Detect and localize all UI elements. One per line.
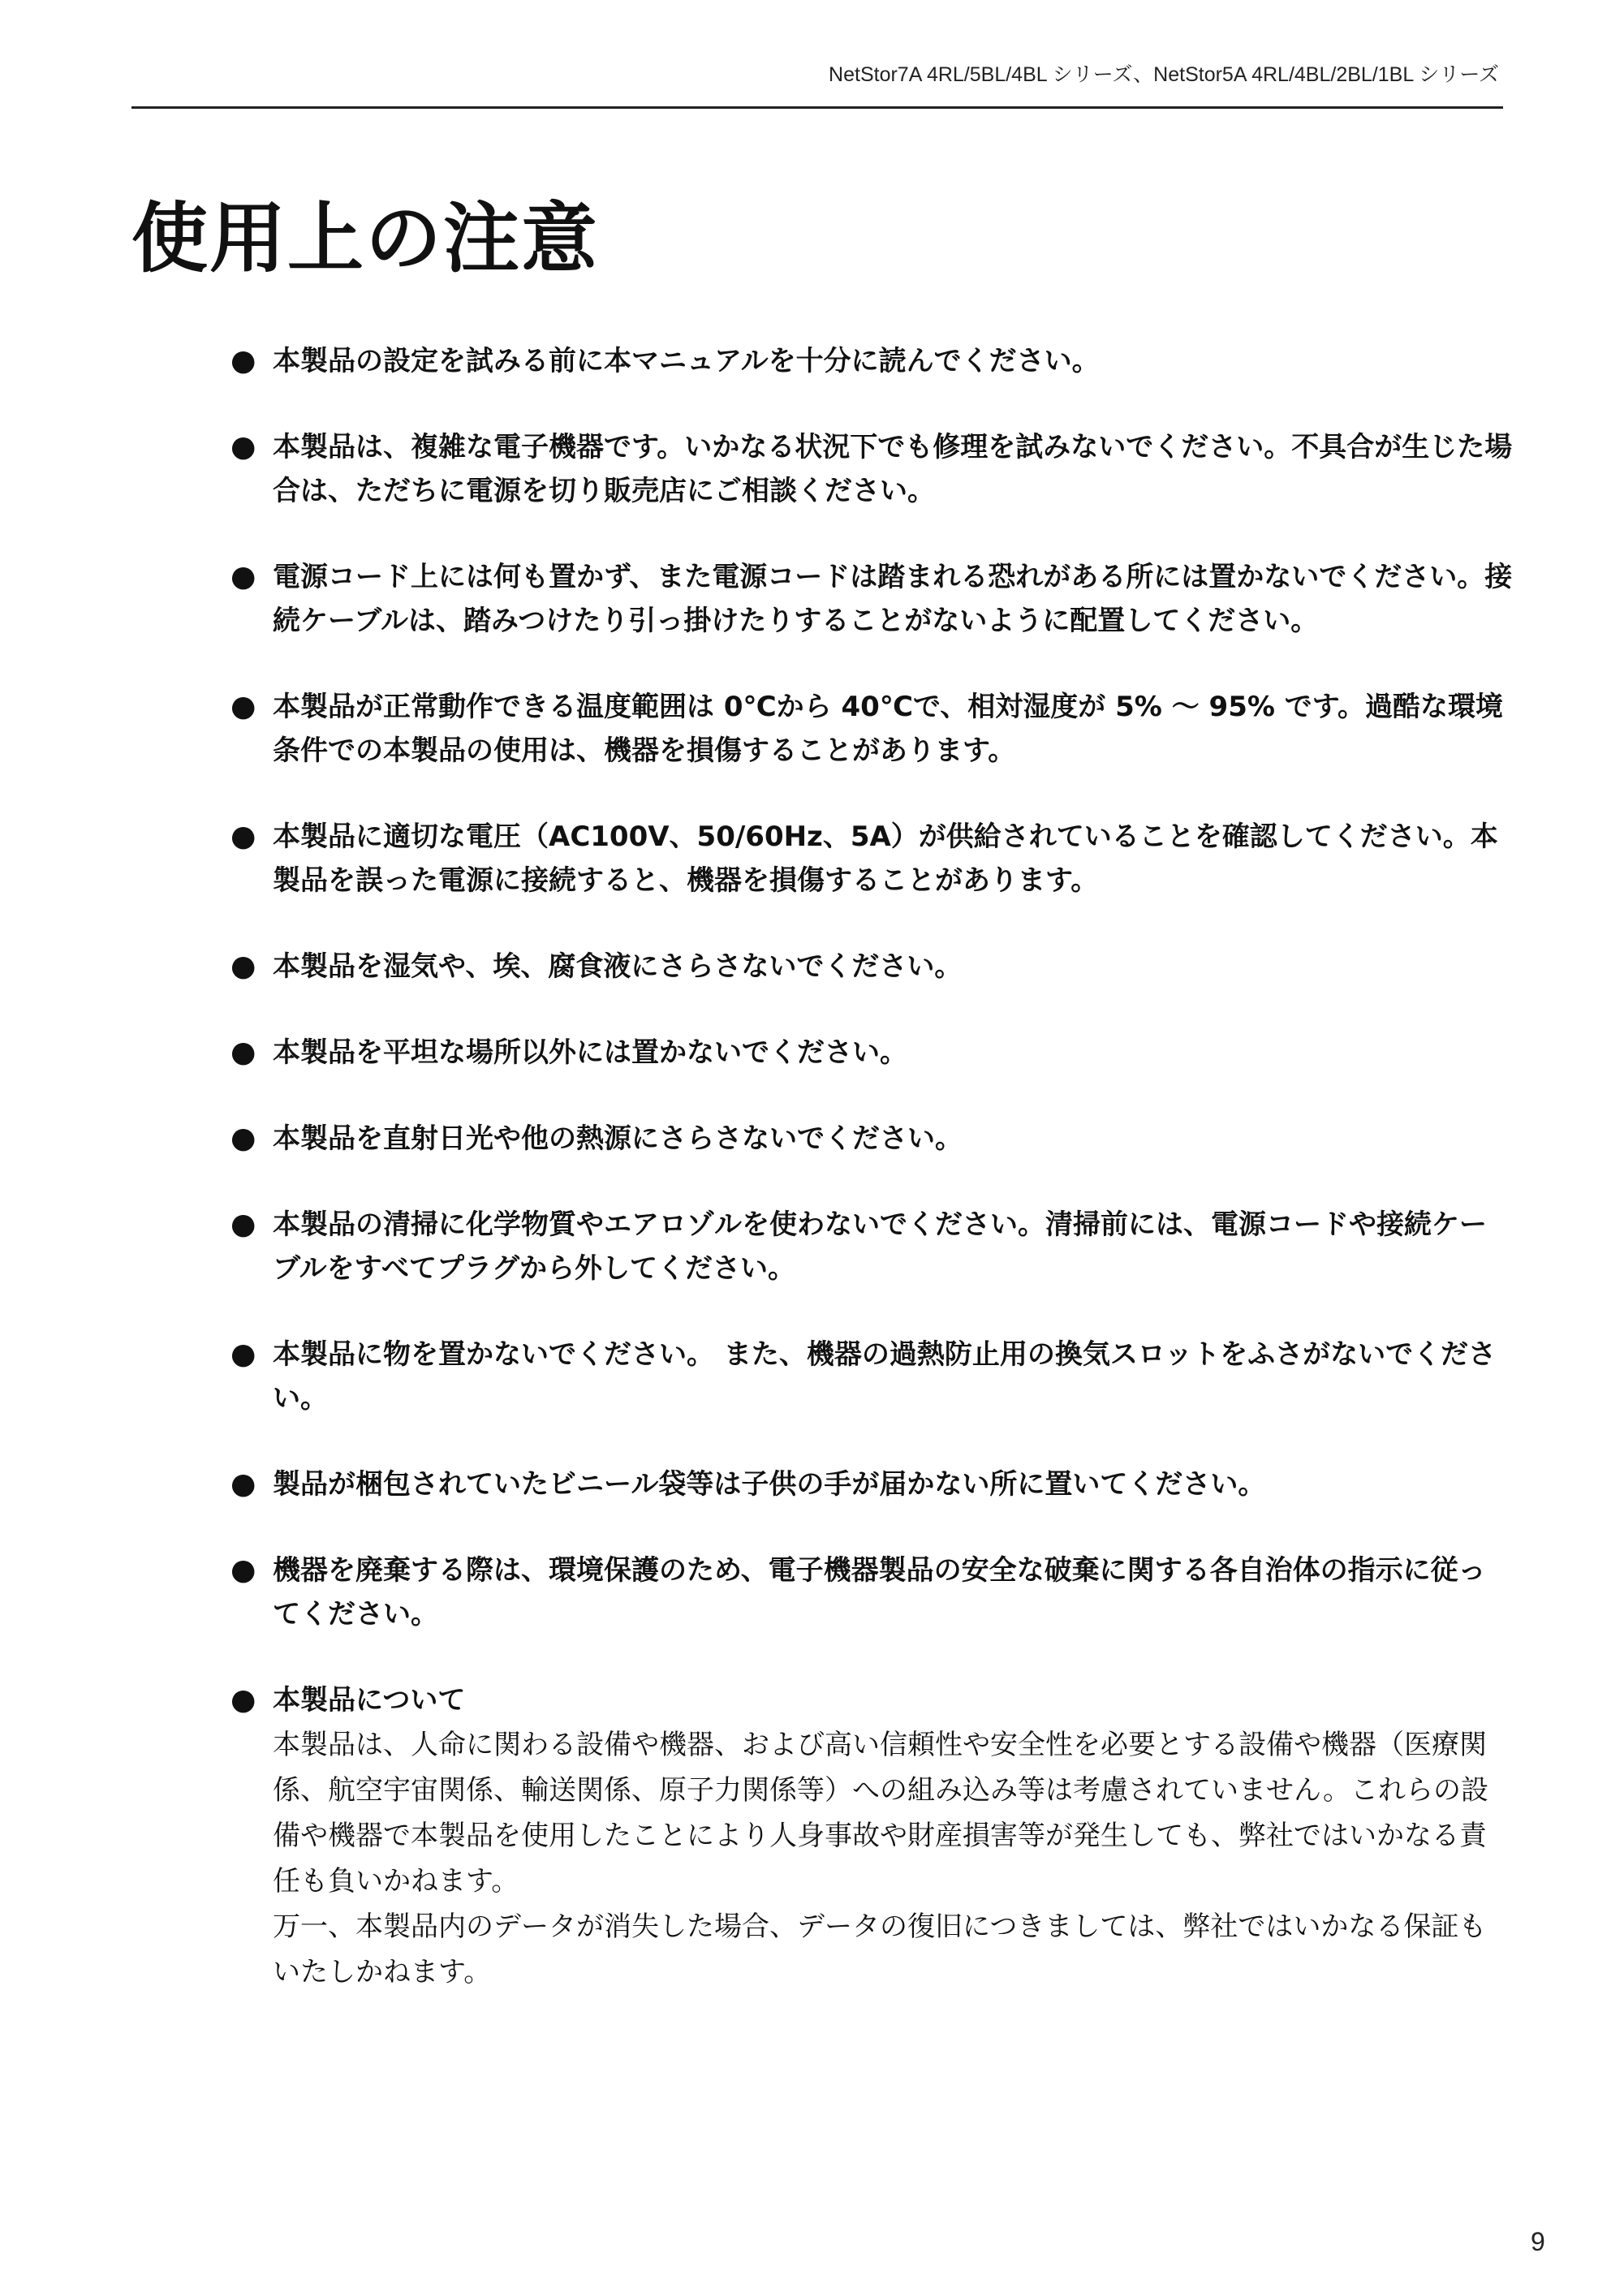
- notice-text: 本製品が正常動作できる温度範囲は 0℃から 40℃で、相対湿度が 5% 〜 95% です。過酷な環境条件での本製品の使用は、機器を損傷することがあります。: [273, 691, 1504, 767]
- notice-item-12: [230, 1549, 1513, 1636]
- bullet-icon: ●: [230, 1122, 256, 1155]
- notice-item-6: [230, 945, 1513, 989]
- notice-text: 本製品の設定を試みる前に本マニュアルを十分に読んでください。: [273, 345, 1100, 377]
- notice-text: 製品が梱包されていたビニール袋等は子供の手が届かない所に置いてください。: [273, 1468, 1266, 1501]
- notice-text: 本製品を湿気や、埃、腐食液にさらさないでください。: [273, 950, 963, 983]
- running-header: NetStor7A 4RL/5BL/4BL シリーズ、NetStor5A 4RL/4BL/2BL/1BL シリーズ: [829, 63, 1499, 86]
- bullet-icon: ●: [230, 1338, 256, 1371]
- notice-item-9: [230, 1203, 1513, 1290]
- notice-item-10: [230, 1333, 1513, 1420]
- bullet-icon: ●: [230, 560, 256, 593]
- bullet-icon: ●: [230, 1553, 256, 1587]
- notice-text: 本製品は、複雑な電子機器です。いかなる状況下でも修理を試みないでください。不具合が生じた場合は、ただちに電源を切り販売店にご相談ください。: [273, 431, 1513, 507]
- notice-item-2: [230, 425, 1513, 513]
- bullet-icon: ●: [230, 950, 256, 983]
- notice-text: 本製品に物を置かないでください。 また、機器の過熱防止用の換気スロットをふさがないでください。: [273, 1338, 1497, 1415]
- notice-item-4: [230, 685, 1513, 773]
- about-paragraph-1: 本製品は、人命に関わる設備や機器、および高い信頼性や安全性を必要とする設備や機器（医療関係、航空宇宙関係、輸送関係、原子力関係等）への組み込み等は考慮されていません。これらの設備や機器で本製品を使用したことにより人身事故や財産損害等が発生しても、弊社ではいかなる責任も負いかねます。: [273, 1729, 1489, 1898]
- notice-text: 電源コード上には何も置かず、また電源コードは踏まれる恐れがある所には置かないでください。接続ケーブルは、踏みつけたり引っ掛けたりすることがないように配置してください。: [273, 561, 1513, 637]
- notice-text: 機器を廃棄する際は、環境保護のため、電子機器製品の安全な破棄に関する各自治体の指示に従ってください。: [273, 1554, 1486, 1630]
- notice-item-5: [230, 815, 1513, 902]
- notice-text: 本製品の清掃に化学物質やエアロゾルを使わないでください。清掃前には、電源コードや接続ケーブルをすべてプラグから外してください。: [273, 1208, 1487, 1285]
- bullet-icon: ●: [230, 1683, 256, 1717]
- bullet-icon: ●: [230, 1036, 256, 1069]
- bullet-icon: ●: [230, 690, 256, 723]
- notice-text: 本製品を平坦な場所以外には置かないでください。: [273, 1036, 907, 1069]
- page-title: 使用上の注意: [131, 195, 600, 283]
- notice-item-1: [230, 339, 1513, 383]
- bullet-icon: ●: [230, 820, 256, 853]
- page-number: 9: [1531, 2227, 1545, 2256]
- notice-item-3: [230, 555, 1513, 643]
- bullet-icon: ●: [230, 1467, 256, 1501]
- bullet-icon: ●: [230, 430, 256, 463]
- notice-item-about: [230, 1678, 1513, 1995]
- notice-text: 本製品を直射日光や他の熱源にさらさないでください。: [273, 1122, 963, 1155]
- notice-item-8: [230, 1117, 1513, 1161]
- notice-list: [230, 339, 1513, 2037]
- bullet-icon: ●: [230, 1208, 256, 1241]
- notice-item-7: [230, 1031, 1513, 1075]
- header-divider: [131, 106, 1503, 109]
- notice-item-11: [230, 1462, 1513, 1506]
- bullet-icon: ●: [230, 344, 256, 377]
- about-paragraph-2: 万一、本製品内のデータが消失した場合、データの復旧につきましては、弊社ではいかなる保証もいたしかねます。: [273, 1910, 1487, 1988]
- about-heading: 本製品について: [273, 1684, 466, 1717]
- notice-text: 本製品に適切な電圧（AC100V、50/60Hz、5A）が供給されていることを確認してください。本製品を誤った電源に接続すると、機器を損傷することがあります。: [273, 821, 1498, 897]
